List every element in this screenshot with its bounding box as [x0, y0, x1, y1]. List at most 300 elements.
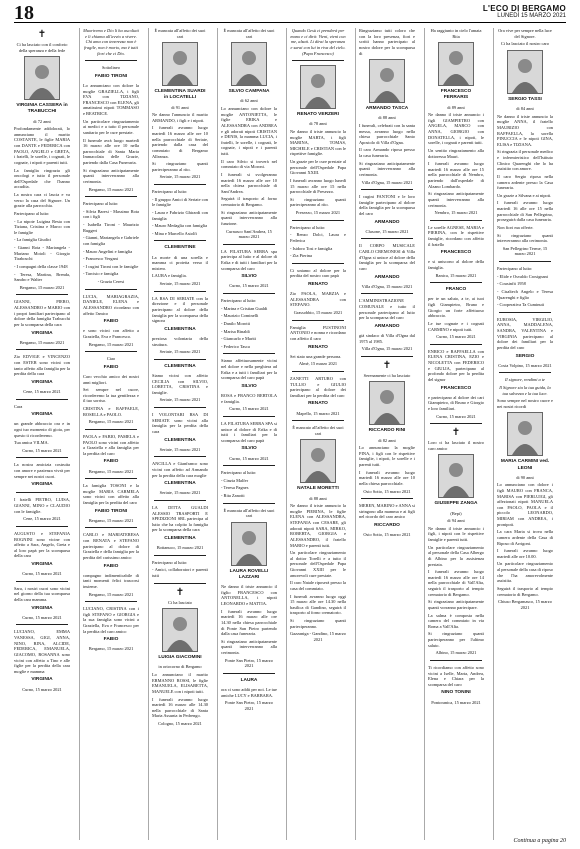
- notice-text: Un sentito ringraziamento alla dottoressa Mauri.: [428, 147, 484, 159]
- portrait-photo: [231, 522, 267, 566]
- notice-line: Curno, 15 marzo 2021: [22, 571, 62, 577]
- notice-divider: [154, 184, 206, 185]
- notice-text: Ti ricordiamo con affetto sono vicini a Iselle, Marta, Andrea, Elena e Chiara per la scomparsa del caro: [428, 664, 484, 687]
- obituary-column: [428, 28, 484, 838]
- portrait-photo: [507, 412, 543, 456]
- notice-divider: [292, 263, 344, 264]
- notice-text: I funerali avranno luogo oggi 15 marzo alle ore 14.30 nella basilica di Gandino, seguirà il trasporto al forno crematorio.: [290, 593, 346, 616]
- notice-text: I funerali avranno luogo martedì 16 marzo alle ore 15 nella parrocchiale di Nembro, partendo dall'ospedale di Alzano Lombardo.: [428, 161, 484, 189]
- notice-text: Sei stato una grande persona.: [290, 353, 342, 359]
- deceased-name: RENATO: [308, 282, 328, 287]
- notice-text: - Teresa, Martina, Brenda, Sandro e Walter: [14, 271, 70, 283]
- obituary-column: [14, 28, 70, 838]
- quote-text: Il signore, rendimi a te: [504, 377, 546, 383]
- quote-text: Quando Gesù ci prenderà per mano e ci dirà: Vieni, vieni con me, alzati. Li dirai la speranza e sarai con lui in riva del cielo. (Papa Francesco): [290, 28, 346, 56]
- notice-text: I cugini FANTONI e le loro famiglie partecipano al dolore della famiglia per la scomparsa del caro: [359, 194, 415, 216]
- notice-line: di 78 anni: [309, 121, 327, 127]
- column-rule: [217, 28, 218, 840]
- cross-icon: ✝: [37, 29, 47, 40]
- notice-text: I funerali si svolgeranno martedì 16 marzo alle ore 10 nella chiesa parrocchiale di Sant'Andrea.: [221, 171, 277, 194]
- notice-text: - Tarcisio e famiglia: [83, 271, 119, 277]
- notice-divider: [223, 416, 275, 417]
- notice-divider: [16, 581, 68, 582]
- notice-divider: [16, 457, 68, 458]
- notice-divider: [16, 294, 68, 295]
- notice-text: Tua amica VILMA.: [14, 440, 49, 446]
- notice-text: I VOLONTARI RSA DI SERIATE sono vicini alla famiglia per la perdita della cara: [152, 412, 208, 434]
- notice-text: Un particolare ringraziamento al personale della Casa Albergo di Albino per la assistenza prestata.: [428, 544, 484, 567]
- notice-line: Bergamo, 15 marzo 2021: [88, 419, 134, 425]
- notice-line: Ci ha lasciato con il conforto della speranza e della fede: [16, 42, 68, 53]
- notice-text: Si ringraziano quanti parteciperanno al rito.: [290, 196, 346, 208]
- notice-divider: [16, 526, 68, 527]
- notice-text: - Mauro Angelini e famiglia: [83, 248, 133, 254]
- notice-line: Costa Volpino, 15 marzo 2021: [498, 362, 552, 368]
- notice-text: I funerali avranno luogo martedì 16 marzo alle 14.30 nella parrocchiale di Santa Maria Assunta in Pedrengo.: [152, 696, 208, 719]
- notice-divider: [16, 399, 68, 400]
- notice-text: Seguirà il trasporto al tempio crematorio di Bergamo.: [497, 585, 553, 597]
- notice-text: preziosa volontaria della struttura.: [152, 335, 208, 347]
- notice-text: Un particolare ringraziamento ai medici e a tutto il personale sanitario per le cure prestate.: [83, 118, 139, 135]
- notice-text: Ne danno il triste annuncio il figlio FRANCESCO con ANTONELLA, i nipoti LEONARDO e MATTIA.: [221, 584, 277, 606]
- notice-text: Lo annunciano con dolore la moglie GRAZIELLA, i figli EVA con TIZIANO, FRANCESCO con ELENA, gli amatissimi nipoti TOMMASO e BEATRICE.: [83, 82, 139, 116]
- notice-line: Seriate, 15 marzo 2021: [159, 281, 201, 286]
- notice-line: Seriate, 15 marzo 2021: [159, 397, 201, 403]
- portrait-photo: [231, 42, 267, 86]
- portrait-photo: [300, 65, 336, 109]
- notice-text: - Cisaltech Angelo e Teresa Quarenghi e figlio: [497, 288, 553, 300]
- portrait-photo: [24, 56, 60, 100]
- notice-line: Curno, 15 marzo 2021: [229, 406, 269, 412]
- deceased-name: FRANCESCO FERRARIS: [440, 89, 472, 101]
- notice-divider: [223, 353, 275, 354]
- notice-text: Ne danno l'annuncio il marito ARMANDO, i figli e i nipoti.: [152, 112, 208, 123]
- notice-text: LA FILATURA SERRA SPA si unisce al dolore di Erika e di tutti i familiari per la scomparsa del caro papà: [221, 420, 277, 443]
- deceased-name: VIRGINIA: [31, 605, 53, 611]
- notice-text: Il caro Silvio si troverà nel commiato di via Moroni.: [221, 158, 277, 170]
- notice-text: Il caro Sergio riposa nella camera ardente presso la Casa funeraria.: [497, 173, 553, 191]
- notice-line: di 91 anni: [171, 104, 189, 110]
- notice-text: PAOLA e FABIO, PAMELA e PAOLO sono vicini con affetto a Graziella e alla famiglia per la perdita del caro: [83, 433, 139, 456]
- deceased-name: FABIO: [103, 563, 119, 569]
- notice-line: Curno, 15 marzo 2021: [22, 447, 62, 453]
- notice-line: Villa d'Ogna, 15 marzo 2021: [361, 179, 413, 185]
- notice-text: Si ringrazia il personale medico e infermieristico dell'Istituto Clinico Quarenghi che lo ha assistito con amore.: [497, 149, 553, 172]
- deceased-name: FABIO TIRONI: [94, 73, 128, 79]
- notice-text: I funerali avranno luogo lunedì 15 marzo alle ore 15 nella parrocchiale di Presezzo.: [290, 177, 346, 195]
- notice-text: Partecipano al lutto:: [83, 201, 119, 207]
- notice-text: - Gianni Rota - Mariangela - Mariano Moioli - Giorgio Tiraboschi: [14, 245, 70, 262]
- column-rule: [148, 28, 149, 840]
- portrait-photo: [162, 42, 198, 86]
- deceased-name: ARMANDO: [374, 274, 400, 280]
- notice-text: - Danilo Morotti: [221, 320, 251, 326]
- notice-divider: [223, 244, 275, 245]
- notice-divider: [154, 456, 206, 457]
- notice-line: Curno, 15 marzo 2021: [22, 686, 62, 692]
- notice-line: Sottolineo: [101, 65, 121, 71]
- notice-text: - Silvia Baresi - Massimo Rota con i figli: [83, 208, 139, 220]
- notice-line: Ci ha lasciato: [168, 599, 192, 605]
- deceased-name: CLEMENTINA: [164, 481, 196, 487]
- deceased-name: SILVIO CAMPANA: [228, 89, 270, 95]
- portrait-photo: [300, 439, 336, 483]
- notice-divider: [430, 220, 482, 221]
- notice-divider: [292, 420, 344, 421]
- notice-line: È mancata all'affetto dei suoi cari: [223, 28, 275, 39]
- notice-text: - Isidoro Tosi e famiglia: [290, 245, 333, 251]
- deceased-name: ARMANDO: [374, 323, 400, 329]
- notice-text: - Renzo Dolci, Laura e Federica: [290, 232, 346, 243]
- notice-line: Mapello, 15 marzo 2021: [296, 410, 340, 416]
- notice-text: I funerali avranno luogo martedì alle ore 10.00.: [497, 548, 553, 559]
- notice-divider: [499, 261, 551, 262]
- notice-text: Ringraziamo tutti coloro che con la loro presenza, fiori e scritti hanno partecipato al nostro dolore per la scomparsa di: [359, 28, 415, 56]
- notice-text: Sono sempre nel nostro cuore e nei nostri ricordi: [497, 398, 553, 409]
- notice-text: LA RSA DI SERIATE con la direzione e il personale partecipano al dolore della famiglia per la scomparsa della signora: [152, 295, 208, 324]
- notice-text: - Teresa Pagnes: [221, 485, 249, 491]
- deceased-name: CLEMENTINA: [164, 437, 196, 443]
- deceased-name: VIRGINIA: [31, 482, 53, 488]
- notice-divider: [223, 293, 275, 294]
- notice-divider: [154, 359, 206, 360]
- deceased-name: FRANCESCO: [440, 250, 472, 256]
- notice-line: Bergamo, 15 marzo 2021: [88, 646, 134, 652]
- notice-text: Profondamente addolorati, lo annunciano il marito COSTANTE, le figlie MARIA con DANTE e FEDERICA con PAOLO, ANGELO e GRETA, i fratelli, le sorelle, i cognati, le cognate, i nipoti e parenti tutti.: [14, 126, 70, 165]
- notice-divider: [499, 312, 551, 313]
- deceased-name: CLEMENTINA: [164, 363, 196, 369]
- notice-line: È mancata all'affetto dei suoi cari: [154, 28, 206, 39]
- notice-line: Cologno, 15 marzo 2021: [158, 721, 202, 726]
- obituary-column: [497, 28, 553, 838]
- notice-text: LA FILATURA SERRA spa partecipa al lutto e al dolore di Erika e di tutti i familiari per la scomparsa del caro: [221, 248, 277, 271]
- notice-text: - Laura e Fabrizio Ghirardi con famiglia: [152, 209, 208, 221]
- notice-text: Partecipano al lutto:: [221, 298, 257, 303]
- notice-text: - Mina e Marcello Astolfi: [152, 230, 197, 236]
- obituary-column: [152, 28, 208, 838]
- notice-text: un grande abbraccio ora e in ogni tuo momento di gioia, per questo ti ricorderemo.: [14, 421, 70, 438]
- notice-text: Ne danno il triste annuncio la moglie MARTA, i figli MARINA, TOMAS, MICHELE e CRISTIAN con le rispettive famiglie.: [290, 128, 346, 157]
- deceased-name: SERGIO: [515, 353, 535, 359]
- notice-text: La famiglia ringrazia gli oncologi e tutto il personale dell'Ospedale che l'hanno accudita.: [14, 167, 70, 190]
- deceased-name: SILVIO: [241, 383, 257, 389]
- notice-text: I funerali avranno luogo martedì 16 marzo alle ore 10 nella chiesa parrocchiale.: [359, 469, 415, 486]
- notice-text: La famiglia TOSONI e la moglie MARIA CARMELA sono vicini con affetto alla famiglia per la perdita del caro: [83, 483, 139, 505]
- publication-name: L'ECO DI BERGAMO: [482, 4, 566, 13]
- notice-line: Seriate, 15 marzo 2021: [159, 446, 201, 452]
- notice-text: Si ringraziano anticipatamente quanti interverranno alla funzione.: [221, 209, 277, 226]
- notice-text: - Federico Tasca: [221, 343, 250, 349]
- notice-divider: [223, 673, 275, 674]
- notice-line: Seriate, 15 marzo 2021: [159, 490, 201, 496]
- notice-text: - Giancarlo e Mariti: [221, 336, 256, 342]
- deceased-name: FRANCO: [445, 287, 467, 293]
- notice-text: Ne danno il triste annuncio i figli, i nipoti con le rispettive famiglie e parenti tutti.: [428, 525, 484, 542]
- notice-text: I funerali avranno luogo martedì 16 marzo alle ore 14.30 nella chiesa parrocchiale di Ponte San Pietro partendo dalla casa funeraria.: [221, 608, 277, 637]
- portrait-photo: [438, 454, 474, 498]
- notice-text: Partecipano al lutto:: [290, 224, 326, 230]
- deceased-name: CLEMENTINA: [164, 326, 196, 332]
- notice-text: Partecipano al lutto:: [152, 559, 188, 565]
- notice-line: Ora vive per sempre nella luce del Signore.: [498, 28, 552, 39]
- notice-line: Villa d'Ogna, 15 marzo 2021: [361, 346, 413, 352]
- notice-divider: [154, 407, 206, 408]
- notice-text: Il caro Natale riposerà presso la casa del commiato.: [290, 580, 346, 591]
- deceased-name: RENATO: [308, 344, 328, 350]
- notice-divider: [16, 349, 68, 350]
- deceased-name: SILVIO: [241, 274, 257, 280]
- notice-text: I funerali avranno luogo martedì 16 alle ore 15 nella parrocchiale di San Pellegrino, proseguirà dalla casa funeraria.: [497, 200, 553, 223]
- notice-text: Un grazie a Silvana e ai nipoti.: [497, 192, 552, 198]
- notice-text: per te un saluto, a te, ai tuoi figli Giampietro, Bruno e Giorgio un forte affettuoso abbraccio.: [428, 296, 484, 319]
- deceased-name: FABIO: [103, 459, 119, 465]
- notice-text: I funerali, celebrati con la santa messa, avranno luogo nella chiesa parrocchiale Santo Apostolo di Villa d'Ogna.: [359, 122, 415, 145]
- notice-divider: [292, 320, 344, 321]
- notice-line: Bergamo, 15 marzo 2021: [88, 591, 134, 597]
- deceased-name: LAURA: [240, 677, 258, 683]
- notice-text: La cara Maria si trova nella camera ardente della Casa di Riposo di Arrigoni.: [497, 529, 553, 546]
- notice-text: Partecipano al lutto:: [221, 470, 257, 476]
- column-rule: [286, 28, 287, 840]
- notice-text: e partecipano al dolore dei cari Giampietro, di Bruno e Giorgio e loro familiari.: [428, 394, 484, 411]
- notice-line: (Bepi): [450, 510, 462, 516]
- notice-divider: [85, 196, 137, 197]
- notice-line: di 89 anni: [447, 104, 465, 110]
- notice-text: Si ringraziano anticipatamente quanti vorranno partecipare.: [428, 599, 484, 610]
- deceased-name: RENATO: [308, 401, 328, 407]
- notice-text: - I cugini Tironi con le famiglie: [83, 263, 139, 269]
- notice-line: Cene, 15 marzo 2021: [23, 388, 61, 394]
- notice-text: LUCIA, MARIAGRAZIA, DANIELE, ELENA e ALESSANDRO ricordano con affetto l'amico: [83, 293, 139, 316]
- notice-text: - Il gruppo Amici di Seriate con le famiglie: [152, 196, 208, 208]
- notice-text: La nostra amicizia costruita con amore e pazienza vivrà per sempre nei nostri cuori.: [14, 462, 70, 479]
- deceased-name: MARIA CARMINI ved. LEONI: [500, 459, 550, 471]
- notice-divider: [361, 356, 413, 357]
- deceased-name: LAURA ROVELLI LAZZARI: [229, 568, 269, 580]
- notice-text: Si ringraziano anticipatamente quanti interverranno alla cerimonia.: [221, 638, 277, 655]
- notice-line: Chiuso Bergamasco, 15 marzo 2021: [498, 599, 552, 610]
- deceased-name: VIRGINIA: [31, 379, 53, 385]
- notice-text: Siamo affettuosamente vicini nel dolore e nella preghiera ad Erika e a tutti i familiari per la scomparsa del caro papà: [221, 358, 277, 381]
- notice-text: Un grazie per le cure prestate al personale dell'Ospedale Papa Giovanni XXIII.: [290, 159, 346, 176]
- notice-text: - Maurizio Cominelli: [221, 313, 259, 319]
- notice-line: Curno, 15 marzo 2021: [229, 283, 269, 289]
- notice-divider: [223, 503, 275, 504]
- notice-text: Il CORPO MUSICALE CARLO CREMONESI di Villa d'Ogna si unisce al dolore della famiglia per la scomparsa del caro: [359, 243, 415, 271]
- notice-line: Curno, 15 marzo 2021: [22, 614, 62, 620]
- notice-divider: [16, 624, 68, 625]
- notice-line: Grassobbio, 15 marzo 2021: [293, 310, 343, 315]
- notice-text: Zio PAOLA, MARZIA e ALESSANDRA con STEFANO.: [290, 291, 346, 308]
- notice-text: GIANNI, PIERO, ALESSANDRO e MARIO con i propri familiari partecipano al dolore della famiglia Trabucchi per la scomparsa della cara: [14, 299, 70, 327]
- notice-text: EUROSIA, VIRGILIO, ANNA, MADDALENA, SANDRA, VALENTINA e VIRGINIA partecipano al dolore dei familiari per la perdita del caro: [497, 316, 553, 350]
- notice-text: - Mauro Medaglia con famiglia: [152, 223, 208, 229]
- notice-line: Ponte San Pietro, 15 marzo 2021: [225, 700, 273, 711]
- notice-text: Ne danno il triste annuncio i figli GIAMPIETRO con ANGELA, MARCO con ANNA, GIORGIO con DONATELLA, i nipoti, le sorelle, i cognati e parenti tutti.: [428, 112, 484, 146]
- portrait-photo: [162, 608, 198, 652]
- notice-line: Osio Sotto, 15 marzo 2021: [363, 488, 411, 494]
- notice-text: AUGUSTO e STEFANIA BOGNINI sono vicine con affetto a Sara, Angelo, Greta e al loro papà per la scomparsa della cara: [14, 530, 70, 559]
- notice-text: - Gianni, Mariangela e Gabriele con famiglia: [83, 235, 139, 246]
- notice-line: Ranica, 15 marzo 2021: [435, 272, 477, 278]
- deceased-name: VIRGINIA: [31, 330, 53, 336]
- deceased-name: VIRGINIA: [31, 562, 53, 567]
- header-rule: [14, 22, 566, 23]
- notice-text: Zio EDVIGE e VINCENZO con ESTER sono vicini con tanto affetto alla famiglia per la perdita della cara: [14, 354, 70, 377]
- notice-text: CRISTINA e RAFFAELE, ROSELLA e PAOLO.: [83, 406, 139, 417]
- notice-text: I funerali avranno luogo martedì 16 marzo alle ore 10 nella parrocchiale di Seriate, partendo dalla casa del commiato di Bergamo Alleanza.: [152, 125, 208, 159]
- deceased-name: CLEMENTINA SUARDI in LOCATELLI: [154, 89, 206, 101]
- notice-divider: [85, 429, 137, 430]
- notice-line: Villa d'Ogna, 15 marzo 2021: [361, 283, 413, 289]
- deceased-name: ARMANDO: [374, 219, 400, 225]
- notice-text: - La famiglia Giudici: [14, 237, 52, 243]
- deceased-name: FABIO: [103, 319, 119, 325]
- notice-line: Pontoranica, 15 marzo 2021: [431, 699, 481, 705]
- column-rule: [355, 28, 356, 840]
- notice-line: Curno, 15 marzo 2021: [229, 455, 269, 461]
- notice-text: Le sorelle AGNESE, MARIA e PIERINA, con le rispettive famiglie, ricordano con affetto il fratello: [428, 224, 484, 247]
- notice-divider: [430, 282, 482, 283]
- notice-line: Ha raggiunto in cielo l'amata Rita: [430, 28, 482, 39]
- notice-text: - Elide e Osvaldo Crosignani: [497, 273, 548, 279]
- notice-text: - Francesco Vergani: [83, 256, 118, 262]
- notice-line: Serenamente ci ha lasciato: [363, 372, 411, 378]
- notice-divider: [430, 423, 482, 424]
- notice-line: Almè, 15 marzo 2021: [298, 361, 338, 367]
- notice-line: Bergamo, 15 marzo 2021: [19, 284, 65, 290]
- notice-line: Bergamo, 15 marzo 2021: [88, 517, 134, 523]
- notice-text: MEREN, MARINO e ANNA si stringono alla mamma e ai figli nel ricordo del caro amico: [359, 503, 415, 520]
- notice-text: Le tue cognate e i cognati CARMINO e nipoti tutti.: [428, 320, 484, 332]
- notice-text: - I compagni della classe 1948: [14, 263, 68, 269]
- notice-line: Curno, 15 marzo 2021: [436, 413, 476, 419]
- notice-text: ROSA e FRANCO BERTOLA e famiglia.: [221, 393, 277, 404]
- notice-text: e si uniscono al dolore della famiglia.: [428, 259, 484, 270]
- notice-divider: [154, 240, 206, 241]
- notice-text: Si ringraziano anticipatamente quanti interverranno alla cerimonia.: [428, 191, 484, 208]
- deceased-name: FABIO: [103, 637, 119, 643]
- notice-divider: [292, 371, 344, 372]
- notice-text: ora ci sono addii per noi. Le tue amiche LUCY e BARBARA.: [221, 687, 277, 698]
- cross-icon: ✝: [451, 427, 461, 439]
- deceased-name: LUIGIA GIACOMINI: [158, 655, 202, 661]
- notice-line: Ciao: [106, 356, 116, 362]
- notice-line: Bergamo, 15 marzo 2021: [88, 468, 134, 474]
- notice-text: - Amici, collaboratori e parenti tutti: [152, 567, 208, 578]
- notice-text: Il caro Armando riposa presso la casa funeraria.: [359, 147, 415, 158]
- notice-text: I funerali avranno luogo martedì 16 marzo alle ore 14 nella parrocchiale di Vall'Alta, seguirà il trasporto al tempio crematorio di Bergamo.: [428, 569, 484, 597]
- notice-line: Ponte San Pietro, 15 marzo 2021: [225, 657, 273, 669]
- notice-text: - Rita Zanotti: [221, 493, 245, 498]
- notice-line: Gazzaniga - Gandino, 15 marzo 2021: [290, 631, 346, 642]
- notice-line: Bergamo, 15 marzo 2021: [19, 339, 65, 345]
- notice-text: Un particolare ringraziamento al personale della casa di riposo che l'ha amorevolmente assistita.: [497, 561, 553, 584]
- notice-text: già sindaco di Villa d'Ogna dal 1975 al 1985.: [359, 332, 415, 344]
- column-rule: [493, 28, 494, 840]
- notice-divider: [292, 220, 344, 221]
- quote-text: Muoriremo e Dio li ha ascoltati e li chiama all'avvio a vivere. Chi ama con tenerezza non è fragile, non è morto, ma è tutti fiori che ci Dio.: [83, 28, 139, 56]
- deceased-name: CLEMENTINA: [164, 536, 196, 541]
- notice-text: L'AMMINISTRAZIONE COMUNALE e tutto il personale partecipano al lutto per la scomparsa del caro: [359, 298, 415, 321]
- page-header: [0, 0, 580, 26]
- notice-line: Curnasco Sant'Andrea, 15 marzo 2021: [226, 228, 272, 240]
- notice-divider: [292, 60, 344, 61]
- notice-divider: [223, 465, 275, 466]
- notice-line: in ortocorno di Bergamo: [158, 664, 202, 670]
- notice-text: - Zia Pierina: [290, 253, 312, 259]
- portrait-photo: [369, 59, 405, 103]
- notice-divider: [499, 372, 551, 373]
- cross-icon: ✝: [175, 586, 185, 598]
- notice-text: Siamo vicini con affetto CECILIA con SILVIO, LORETTA, CRISTINA e famiglie.: [152, 372, 208, 395]
- notice-text: e sono vicini con affetto a Graziella, Eva e Francesco.: [83, 328, 139, 339]
- notice-text: ENRICO e RAFFAELLA con ELENA CRISTINA, EZIO e NICOLETTA con FEDERICO e GIULIA, partecipano al profondo dolore per la perdita del signor: [428, 348, 484, 382]
- publication-date: LUNEDÌ 15 MARZO 2021: [497, 13, 566, 19]
- notice-text: CARLO e MARIATERESA con RENATA e STEFANO partecipano al dolore di Graziella e della famiglia per la perdita del carissimo amico: [83, 532, 139, 560]
- notice-text: Lo annunciano con dolore la moglie ANTONIETTA, le figlie ERIKA e ALESSANDRA con ANDREA e gli adorati nipoti CRISTIAN e DENIS, la mamma LUCIA, i fratelli, le sorelle, i cognati, le cognate, i nipoti e i parenti tutti.: [221, 106, 277, 156]
- notice-line: di 84 anni: [516, 106, 534, 111]
- notice-text: Caro vecchio amico dei nostri anni migliori.: [83, 373, 139, 385]
- quote-text: Il Signore sia la tua guida, la tua salvezza e la tua luce.: [499, 384, 551, 396]
- notice-line: - Grazia Ceresi: [97, 279, 125, 284]
- notice-text: Famiglia FUSTINONI ANTONIO e nonna e ricordano con affetto il caro: [290, 324, 346, 341]
- notice-text: Ci uniamo al dolore per la perdita del nostro caro papà: [290, 267, 346, 279]
- notice-text: LUCIANO, CRISTINA con i figli STEFANO e GIORGIA e la sua famiglia sono vicini a Graziella, Eva e Francesco per la perdita del caro amico: [83, 606, 139, 634]
- notice-divider: [361, 238, 413, 239]
- notice-divider: [85, 60, 137, 61]
- notice-text: ZANETTI ARTURO con TULLIO e GIULIO partecipano al dolore dei familiari per la perdita del caro: [290, 375, 346, 398]
- column-rule: [79, 28, 80, 840]
- notice-divider: [430, 660, 482, 661]
- deceased-name: RICCARDO: [374, 523, 400, 528]
- notice-text: Il funerale avrà luogo martedì 16 marzo alle ore 10 nella parrocchiale di Santa Maria Immacolata delle Grazie, partendo dalla Casa Funeraria.: [83, 137, 139, 165]
- portrait-photo: [369, 381, 405, 425]
- notice-text: Ne danno il triste annuncio la moglie PIERINA, le figlie ELENA con ALESSANDRA, STEFANIA con CESARE, gli adorati nipoti SARA, MIRKO, ROBERTA, GIORGIA e ALESSANDRO, il fratello MARIO e parenti tutti.: [290, 503, 346, 548]
- notice-text: Si ringraziano quanti parteciperanno al rito.: [152, 161, 208, 172]
- obituary-column: [290, 28, 346, 838]
- notice-text: LAURA e famiglia.: [152, 273, 187, 279]
- notice-divider: [154, 555, 206, 556]
- notice-divider: [85, 478, 137, 479]
- notice-text: LA DITTA GUALDI ALESSIO TRASPORTI E SPEDIZIONI SRL partecipa al lutto che ha colpito la famiglia per la scomparsa della cara: [152, 504, 208, 533]
- notice-text: - Marina e Cristian Gualdi: [221, 305, 268, 311]
- notice-divider: [85, 601, 137, 602]
- notice-divider: [154, 500, 206, 501]
- notice-divider: [361, 189, 413, 190]
- notice-text: Si ringraziano anticipatamente quanti interverranno alla cerimonia.: [83, 167, 139, 184]
- deceased-name: NINO TONINI: [441, 690, 471, 696]
- deceased-name: SERGIO TASSI: [508, 96, 542, 102]
- notice-divider: [85, 351, 137, 352]
- notice-line: Curno, 15 marzo 2021: [436, 334, 476, 340]
- deceased-name: VIRGINIA: [31, 412, 53, 418]
- notice-line: Clusone, 15 marzo 2021: [365, 228, 409, 234]
- notice-line: È mancata all'affetto dei suoi cari: [223, 507, 275, 519]
- notice-line: Bergamo, 15 marzo 2021: [88, 341, 134, 347]
- portrait-photo: [507, 50, 543, 94]
- notice-text: Partecipano al lutto:: [497, 266, 533, 271]
- notice-text: Si ringraziano quanti parteciperanno.: [290, 618, 346, 629]
- notice-text: Loro ci ha lasciato il nostro caro amico: [428, 440, 484, 451]
- notice-divider: [361, 293, 413, 294]
- notice-text: Non fiori ma offerte.: [497, 224, 534, 230]
- notice-line: Albino, 15 marzo 2021: [435, 650, 477, 656]
- deceased-name: FABIO TIRONI: [94, 508, 128, 514]
- notice-text: Partecipano al lutto:: [152, 189, 188, 194]
- notice-line: Bergamo, 15 marzo 2021: [88, 186, 134, 192]
- deceased-name: VIRGINIA CASSERA in TRABUCCHI: [16, 103, 68, 115]
